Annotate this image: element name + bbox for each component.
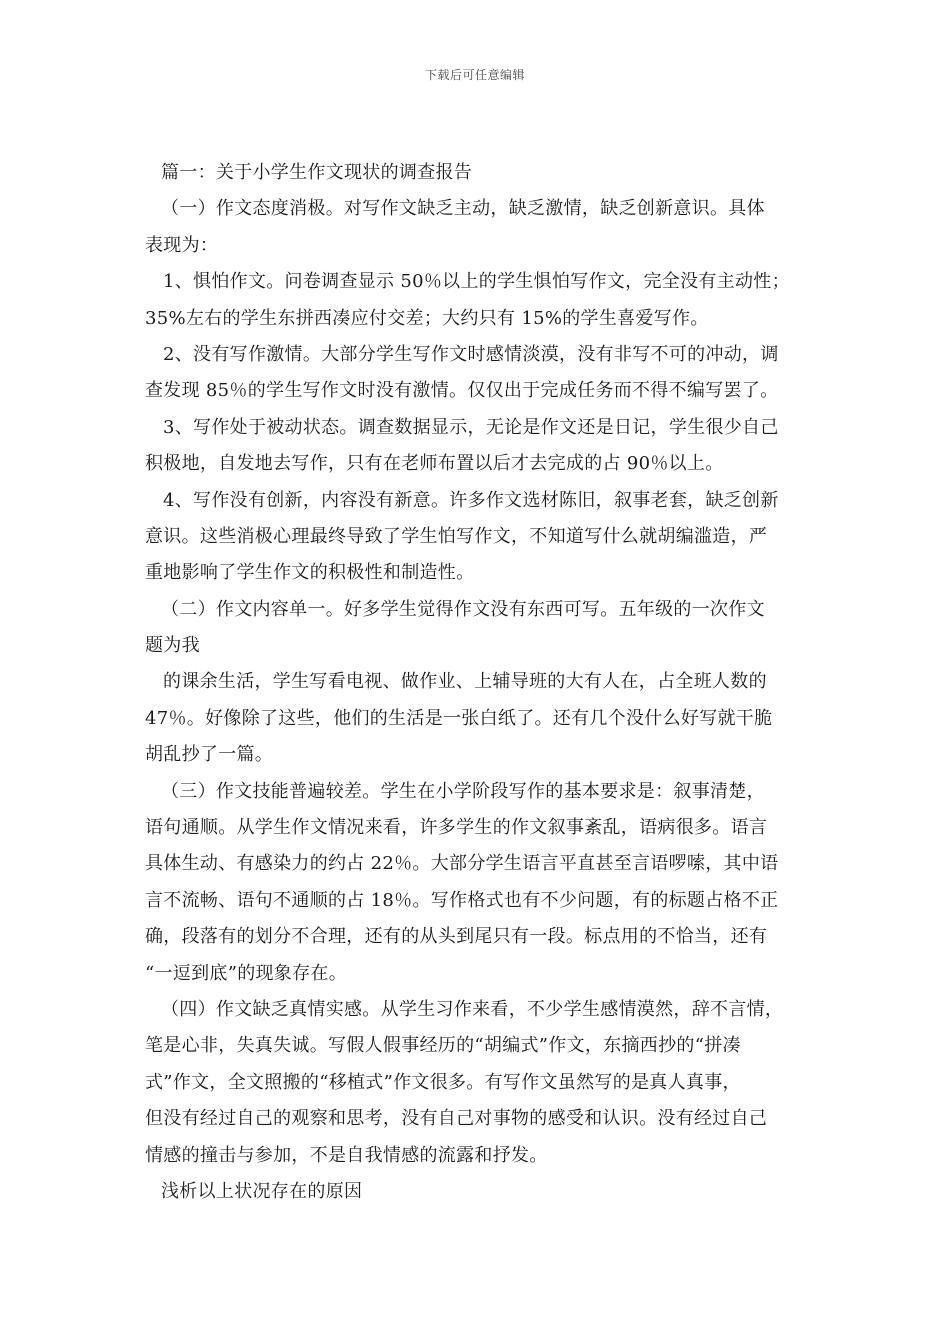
paragraph-line: （二）作文内容单一。好多学生觉得作文没有东西可写。五年级的一次作文	[161, 598, 765, 620]
paragraph-line: （三）作文技能普遍较差。学生在小学阶段写作的基本要求是：叙事清楚，	[161, 780, 765, 802]
paragraph-line: 语句通顺。从学生作文情况来看，许多学生的作文叙事紊乱，语病很多。语言	[145, 817, 768, 839]
paragraph-line: 重地影响了学生作文的积极性和制造性。	[145, 562, 475, 584]
paragraph-line: 题为我	[145, 635, 200, 657]
paragraph-line: 言不流畅、语句不通顺的占 18％。写作格式也有不少问题，有的标题占格不正	[145, 889, 779, 911]
paragraph-line: 意识。这些消极心理最终导致了学生怕写作文，不知道写什么就胡编滥造，严	[145, 525, 768, 547]
paragraph-line: 但没有经过自己的观察和思考，没有自己对事物的感受和认识。没有经过自己	[145, 1108, 768, 1130]
paragraph-line: 胡乱抄了一篇。	[145, 744, 274, 766]
paragraph-line: 2、没有写作激情。大部分学生写作文时感情淡漠，没有非写不可的冲动，调	[163, 343, 779, 365]
paragraph-line: （四）作文缺乏真情实感。从学生习作来看，不少学生感情漠然，辞不言情，	[161, 998, 784, 1020]
paragraph-line: 表现为：	[145, 234, 219, 256]
page-header: 下载后可任意编辑	[424, 68, 525, 82]
paragraph-line: 查发现 85％的学生写作文时没有激情。仅仅出于完成任务而不得不编写罢了。	[145, 380, 779, 402]
paragraph-line: 积极地，自发地去写作，只有在老师布置以后才去完成的占 90％以上。	[145, 453, 724, 475]
paragraph-line: 笔是心非，失真失诚。写假人假事经历的“胡编式”作文，东摘西抄的“拼凑	[145, 1035, 741, 1057]
paragraph-line: 1、惧怕作文。问卷调查显示 50％以上的学生惧怕写作文，完全没有主动性；	[163, 271, 790, 293]
paragraph-line: 35%左右的学生东拼西凑应付交差；大约只有 15%的学生喜爱写作。	[145, 307, 709, 329]
paragraph-line: 情感的撞击与参加，不是自我情感的流露和抒发。	[145, 1144, 548, 1166]
paragraph-line: 确，段落有的划分不合理，还有的从头到尾只有一段。标点用的不恰当，还有	[145, 926, 768, 948]
paragraph-line: （一）作文态度消极。对写作文缺乏主动，缺乏激情，缺乏创新意识。具体	[161, 198, 765, 220]
paragraph-line: “一逗到底”的现象存在。	[145, 962, 348, 984]
paragraph-line: 具体生动、有感染力的约占 22％。大部分学生语言平直甚至言语啰嗦，其中语	[145, 853, 779, 875]
paragraph-line: 4、写作没有创新，内容没有新意。许多作文选材陈旧，叙事老套，缺乏创新	[163, 489, 779, 511]
section-title: 篇一：关于小学生作文现状的调查报告	[161, 162, 473, 183]
paragraph-line: 浅析以上状况存在的原因	[161, 1180, 363, 1202]
paragraph-line: 47％。好像除了这些，他们的生活是一张白纸了。还有几个没什么好写就干脆	[145, 707, 773, 729]
document-body	[145, 155, 815, 1210]
paragraph-line: 的课余生活，学生写看电视、做作业、上辅导班的大有人在，占全班人数的	[163, 671, 767, 693]
paragraph-line: 式”作文，全文照搬的“移植式”作文很多。有写作文虽然写的是真人真事，	[145, 1071, 741, 1093]
paragraph-line: 3、写作处于被动状态。调查数据显示，无论是作文还是日记，学生很少自己	[163, 416, 779, 438]
